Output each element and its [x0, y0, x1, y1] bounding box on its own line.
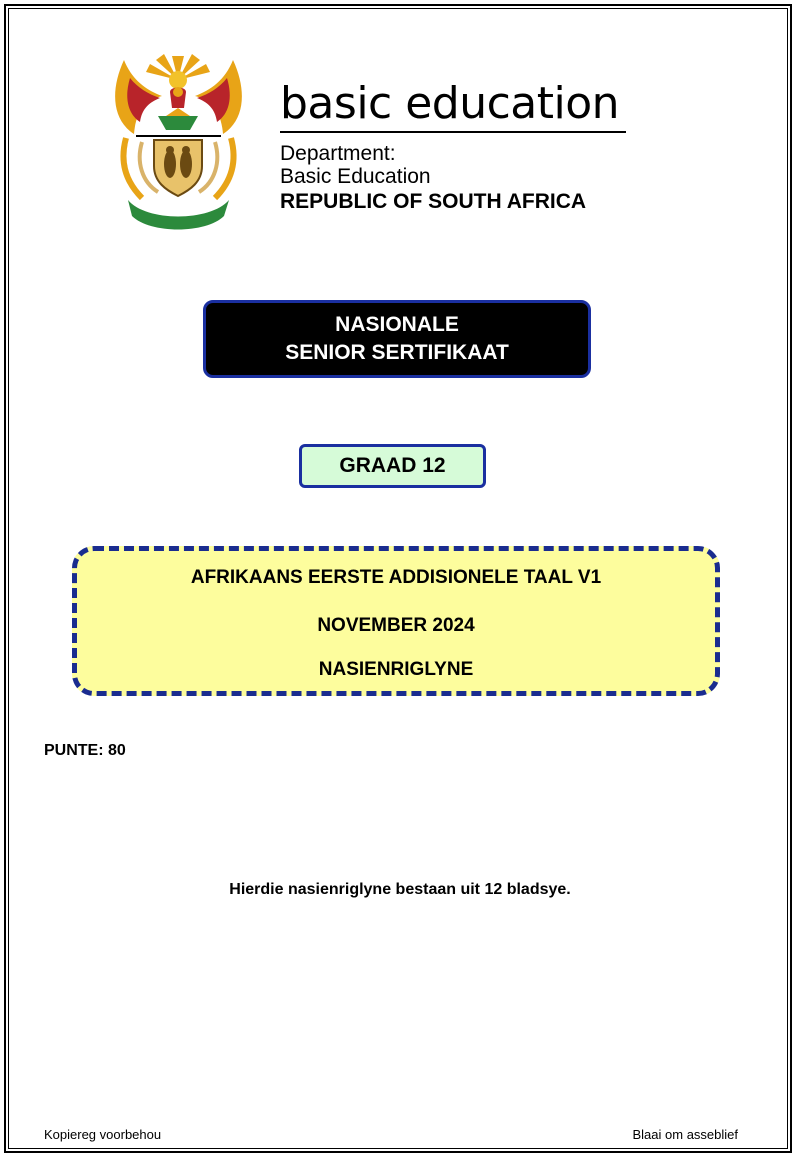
- grade-badge: [299, 444, 486, 488]
- turn-page-note: Blaai om asseblief: [632, 1127, 738, 1142]
- department-label: Department:: [280, 142, 396, 165]
- document-type: NASIENRIGLYNE: [318, 659, 474, 680]
- grade-label: GRAAD 12: [339, 454, 446, 477]
- page-count-note: Hierdie nasienriglyne bestaan uit 12 bladsye.: [229, 881, 571, 898]
- department-name: Basic Education: [280, 165, 431, 188]
- certificate-line2: SENIOR SERTIFIKAAT: [285, 341, 509, 364]
- total-points: PUNTE: 80: [44, 742, 126, 759]
- coat-of-arms-icon: [106, 50, 251, 230]
- certificate-line1: NASIONALE: [335, 313, 459, 336]
- certificate-banner: [203, 300, 591, 378]
- subject-panel: [72, 546, 720, 696]
- exam-date: NOVEMBER 2024: [317, 615, 475, 636]
- copyright-notice: Kopiereg voorbehou: [44, 1127, 162, 1142]
- title-underline: [280, 131, 626, 133]
- subject-name: AFRIKAANS EERSTE ADDISIONELE TAAL V1: [190, 567, 602, 588]
- country-name: REPUBLIC OF SOUTH AFRICA: [280, 190, 587, 213]
- department-logo-title: basic education: [280, 78, 620, 129]
